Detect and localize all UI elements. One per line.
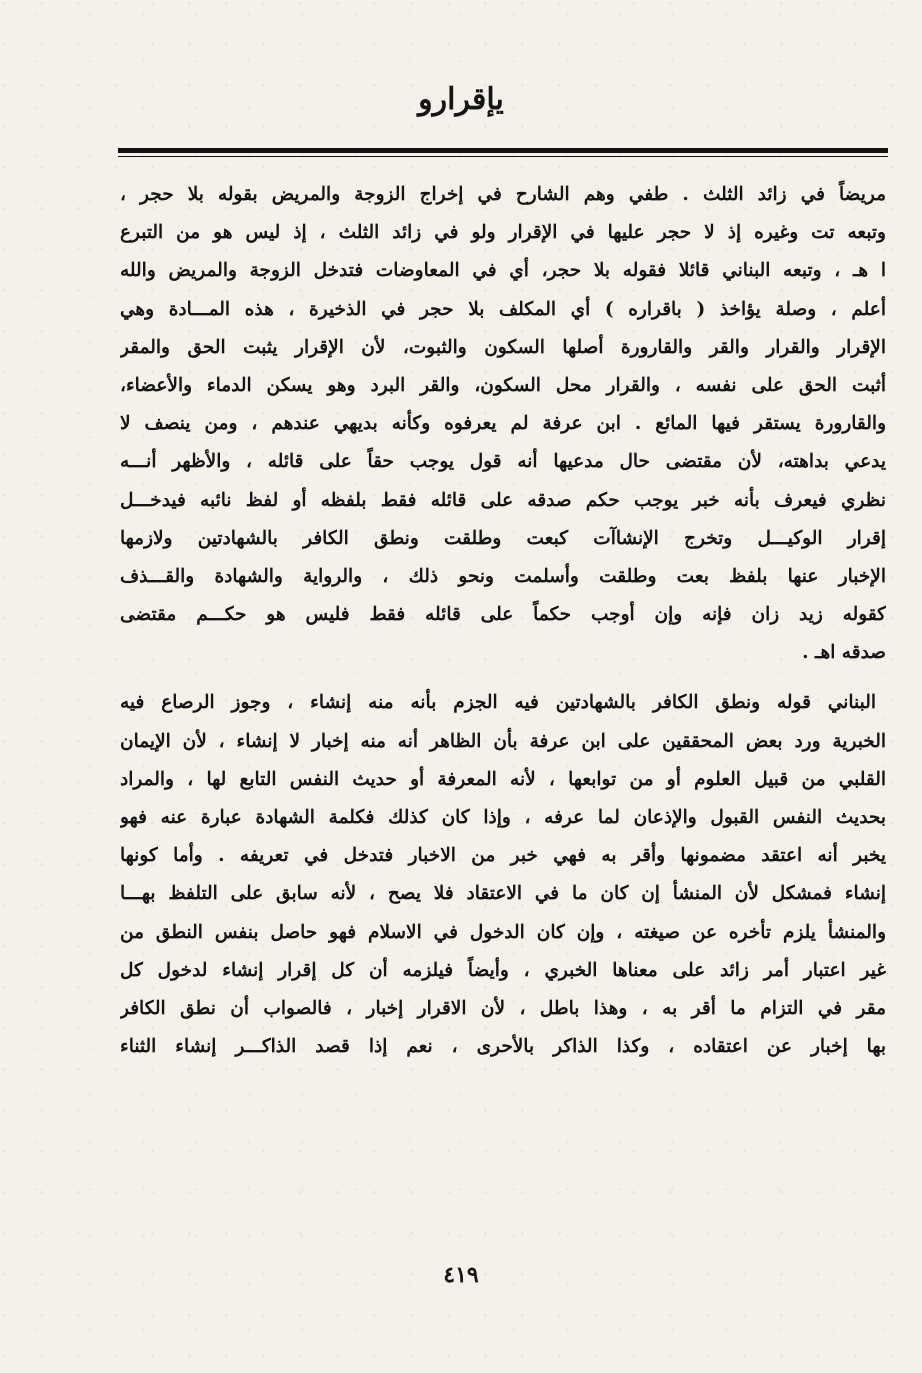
- page-number: ٤١٩: [443, 1262, 479, 1288]
- paragraph-gap: [120, 672, 886, 684]
- text-line: الإخبار عنها بلفظ بعت وطلقت وأسلمت ونحو ذلك ، والرواية والشهادة والقـــذف: [120, 565, 886, 587]
- text-line: نظري فيعرف بأنه خبر يوجب حكم صدقه على قائله فقط بلفظه أو لفظ نائبه فيدخـــل: [120, 489, 886, 511]
- text-line: ا هـ ، وتبعه البناني قائلا فقوله بلا حجر، أي في المعاوضات فتدخل الزوجة والمريض والله: [120, 260, 886, 282]
- text-line: أعلم ، وصلة يؤاخذ ( باقراره ) أي المكلف بلا حجر في الذخيرة ، هذه المـــادة وهي: [120, 298, 886, 320]
- text-line: القلبي من قبيل العلوم أو من توابعها ، لأنه المعرفة أو حديث النفس التابع لها ، والمراد: [120, 768, 886, 790]
- text-line: كقوله زيد زان فإنه وإن أوجب حكماً على قائله فقط فليس هو حكـــم مقتضى: [120, 604, 886, 626]
- text-line: وتبعه تت وغيره إذ لا حجر عليها في الإقرار ولو في زائد الثلث ، إذ ليس هو من التبرع: [120, 222, 886, 244]
- text-line: البناني قوله ونطق الكافر بالشهادتين فيه الجزم بأنه منه إنشاء ، وجوز الرصاع فيه: [120, 692, 876, 714]
- text-line: إقرار الوكيـــل وتخرج الإنشاآت كبعت وطلقت ونطق الكافر بالشهادتين ولازمها: [120, 527, 886, 549]
- text-line: بحديث النفس القبول والإذعان لما عرفه ، وإذا كان كذلك فكلمة الشهادة عبارة عنه فهو: [120, 807, 886, 828]
- paragraph-2: [120, 684, 886, 1066]
- text-line: الإقرار والقرار والقر والقارورة أصلها السكون والثبوت، لأن الإقرار يثبت الحق والمقر: [120, 336, 886, 358]
- text-line: يدعي بداهته، لأن مقتضى حال مدعيها أنه قول يوجب حقاً على قائله ، والأظهر أنـــه: [120, 451, 886, 473]
- text-line: والقارورة يستقر فيها المائع . ابن عرفة لم يعرفوه وكأنه بديهي عندهم ، ومن ينصف لا: [120, 413, 886, 435]
- header-rule-thin: [118, 156, 888, 157]
- text-line: صدقه اهـ .: [802, 642, 886, 664]
- body-text: [120, 176, 886, 1066]
- text-line: الخبرية ورد بعض المحققين على ابن عرفة بأن الظاهر أنه منه إخبار لا إنشاء ، لأن الإيمان: [120, 730, 886, 752]
- paragraph-1: [120, 176, 886, 672]
- text-line: غير اعتبار أمر زائد على معناها الخبري ، وأيضاً فيلزمه أن كل إقرار إنشاء لدخول كل: [120, 959, 886, 981]
- running-head: يإقرارو: [418, 82, 504, 117]
- text-line: بها إخبار عن اعتقاده ، وكذا الذاكر بالأحرى ، نعم إذا قصد الذاكـــر إنشاء الثناء: [120, 1036, 886, 1058]
- text-line: يخبر أنه اعتقد مضمونها وأقر به فهي خبر من الاخبار فتدخل في تعريفه . وأما كونها: [120, 845, 886, 867]
- text-line: مقر في التزام ما أقر به ، وهذا باطل ، لأن الاقرار إخبار ، فالصواب أن نطق الكافر: [120, 997, 886, 1019]
- text-line: مريضاً في زائد الثلث . طفي وهم الشارح في إخراج الزوجة والمريض بقوله بلا حجر ،: [120, 184, 886, 205]
- text-line: أثبت الحق على نفسه ، والقرار محل السكون، والقر البرد وهو يسكن الدماء والأعضاء،: [120, 374, 886, 396]
- text-line: والمنشأ يلزم تأخره عن صيغته ، وإن كان الدخول في الاسلام فهو حاصل بنفس النطق من: [120, 921, 886, 943]
- text-line: إنشاء فمشكل لأن المنشأ إن كان ما في الاعتقاد فلا يصح ، لأنه سابق على التلفظ بهـــا: [120, 883, 886, 905]
- header-rule-thick: [118, 148, 888, 153]
